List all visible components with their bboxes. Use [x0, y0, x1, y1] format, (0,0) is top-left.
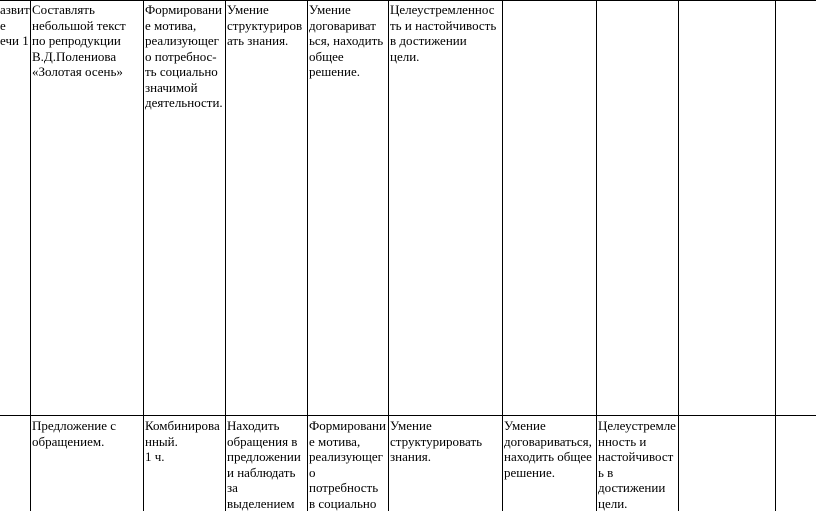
row1-topic-cell: азвит е ечи 1 — [0, 2, 30, 48]
col-border — [678, 0, 679, 415]
col-border — [30, 0, 31, 415]
row1-regulatory-cell: Целеустремленнос ть и настойчивость в достижении цели. — [390, 2, 497, 64]
col-border — [678, 415, 679, 511]
row1-cognitive-cell: Умение структуриров ать знания. — [227, 2, 303, 48]
row1-personal-cell: Формировани е мотива, реализующег о потребнос- ть социально значимой деятельности. — [145, 2, 223, 110]
row2-communicative-cell: Умение договариваться, находить общее решение. — [504, 418, 592, 480]
col-border — [225, 415, 226, 511]
row1-task-cell: Составлять небольшой текст по репродукции В.Д.Полениова «Золотая осень» — [32, 2, 126, 79]
col-border — [775, 0, 776, 415]
col-border — [775, 415, 776, 511]
col-border — [502, 0, 503, 415]
row2-cognitive-cell: Умение структурировать знания. — [390, 418, 483, 464]
col-border — [388, 0, 389, 415]
row1-communicative-cell: Умение договариват ься, находить общее решение. — [309, 2, 384, 79]
table-top-border — [0, 0, 816, 1]
col-border — [502, 415, 503, 511]
row2-lesson-type-cell: Комбинирова нный. 1 ч. — [145, 418, 220, 464]
col-border — [307, 415, 308, 511]
row-divider — [0, 415, 816, 416]
col-border — [143, 415, 144, 511]
row2-task-cell: Находить обращения в предложении и наблюдать за выделением — [227, 418, 301, 511]
col-border — [225, 0, 226, 415]
col-border — [30, 415, 31, 511]
col-border — [596, 0, 597, 415]
col-border — [388, 415, 389, 511]
row2-topic-cell: Предложение с обращением. — [32, 418, 117, 449]
col-border — [596, 415, 597, 511]
row2-personal-cell: Формировани е мотива, реализующег о потребность в социально — [309, 418, 386, 511]
col-border — [307, 0, 308, 415]
row2-regulatory-cell: Целеустремле нность и настойчивост ь в достижении цели. — [598, 418, 676, 511]
